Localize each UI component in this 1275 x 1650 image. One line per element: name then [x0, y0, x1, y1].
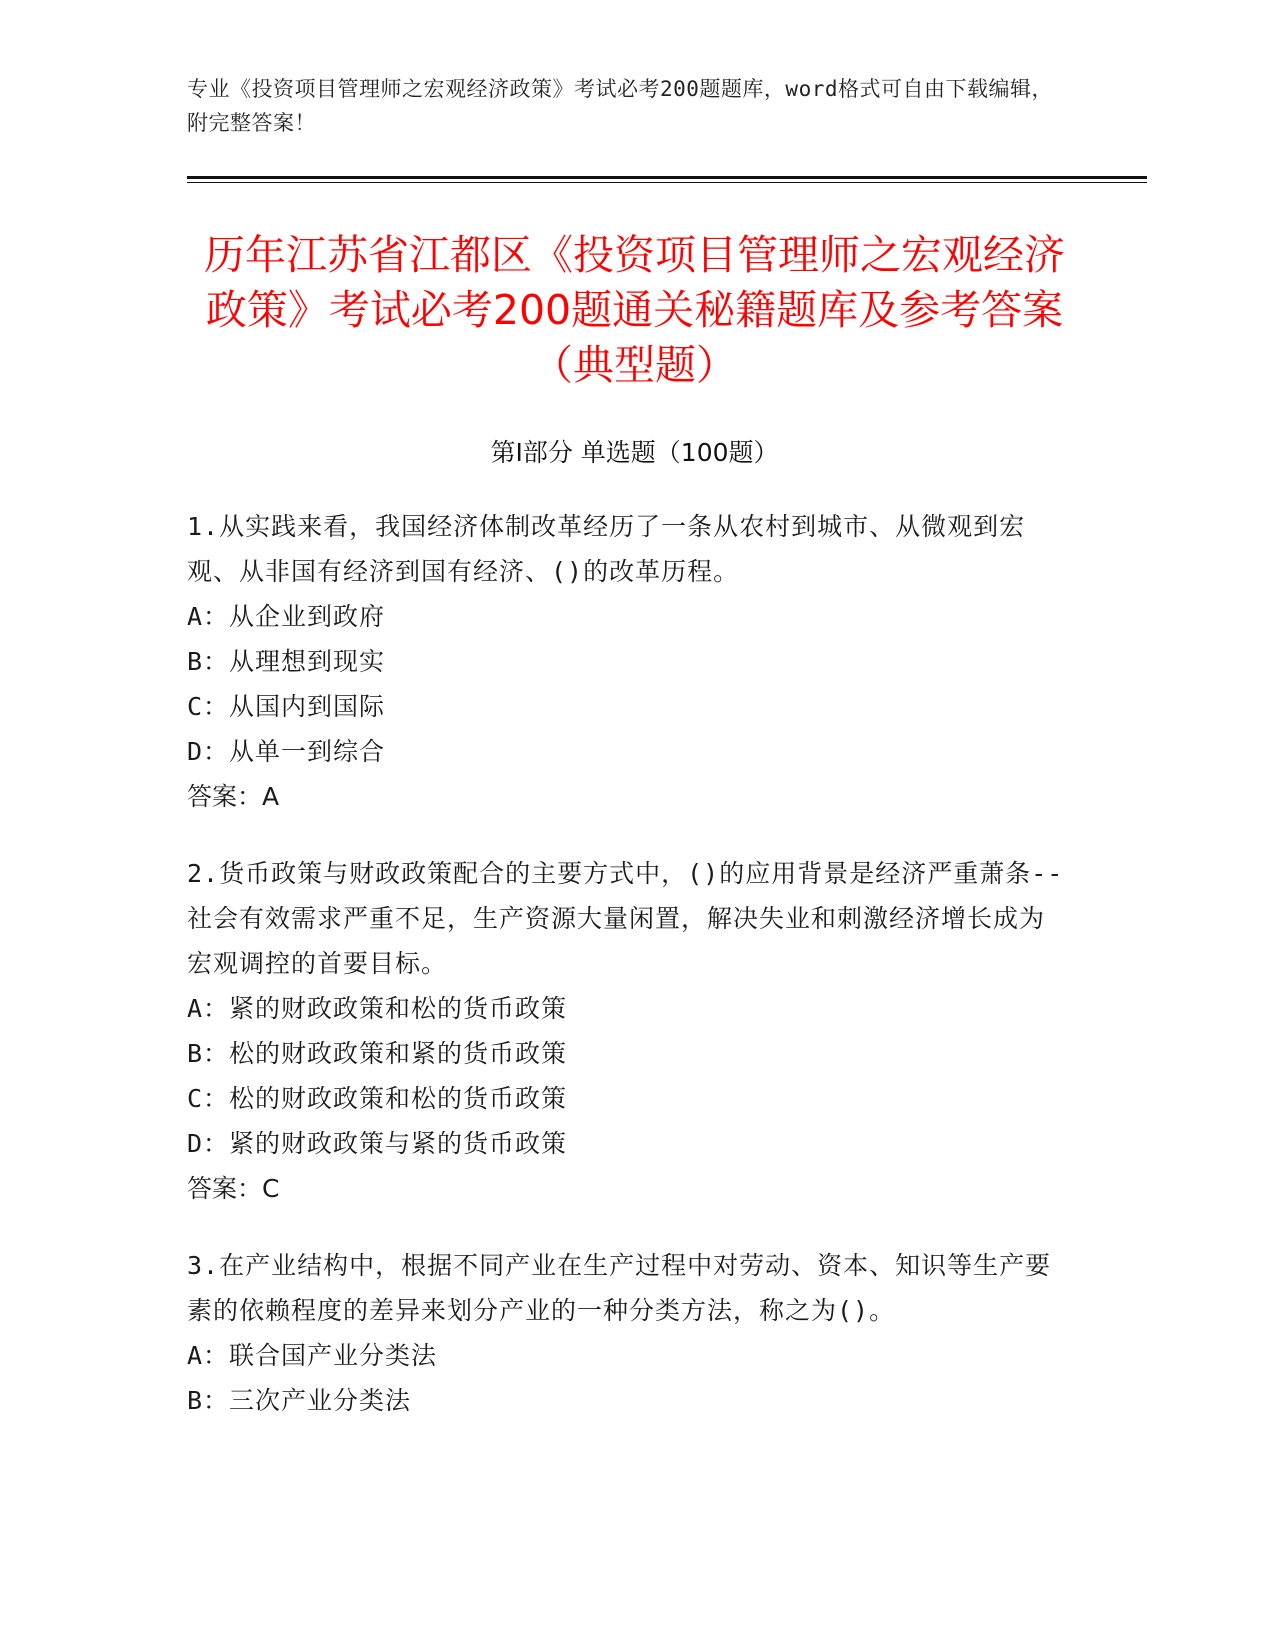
option-d: D：从单一到综合 [187, 737, 386, 766]
option-d: D：紧的财政政策与紧的货币政策 [187, 1129, 568, 1158]
question-stem: 2.货币政策与财政政策配合的主要方式中，()的应用背景是经济严重萧条--社会有效需求严重不足，生产资源大量闲置，解决失业和刺激经济增长成为宏观调控的首要目标。 [187, 859, 1064, 978]
question-2 [187, 851, 1067, 1211]
option-a: A：从企业到政府 [187, 602, 386, 631]
option-b: B：松的财政政策和紧的货币政策 [187, 1039, 568, 1068]
option-c: C：松的财政政策和松的货币政策 [187, 1084, 568, 1113]
question-1 [187, 504, 1067, 819]
option-b: B：三次产业分类法 [187, 1386, 412, 1415]
answer: 答案：C [187, 1174, 280, 1203]
answer: 答案：A [187, 782, 280, 811]
question-3 [187, 1243, 1067, 1423]
question-stem: 3.在产业结构中，根据不同产业在生产过程中对劳动、资本、知识等生产要素的依赖程度的差异来划分产业的一种分类方法，称之为()。 [187, 1251, 1052, 1325]
option-a: A：联合国产业分类法 [187, 1341, 438, 1370]
header-rule-thick [187, 176, 1147, 179]
header-rule-thin [187, 182, 1147, 183]
header-note: 专业《投资项目管理师之宏观经济政策》考试必考200题题库，word格式可自由下载编辑，附完整答案！ [187, 77, 1053, 135]
section-heading: 第I部分 单选题（100题） [490, 438, 779, 467]
document-title: 历年江苏省江都区《投资项目管理师之宏观经济政策》考试必考200题通关秘籍题库及参考答案（典型题） [204, 231, 1065, 389]
option-a: A：紧的财政政策和松的货币政策 [187, 994, 568, 1023]
option-c: C：从国内到国际 [187, 692, 386, 721]
option-b: B：从理想到现实 [187, 647, 386, 676]
question-stem: 1.从实践来看，我国经济体制改革经历了一条从农村到城市、从微观到宏观、从非国有经济到国有经济、()的改革历程。 [187, 512, 1026, 586]
